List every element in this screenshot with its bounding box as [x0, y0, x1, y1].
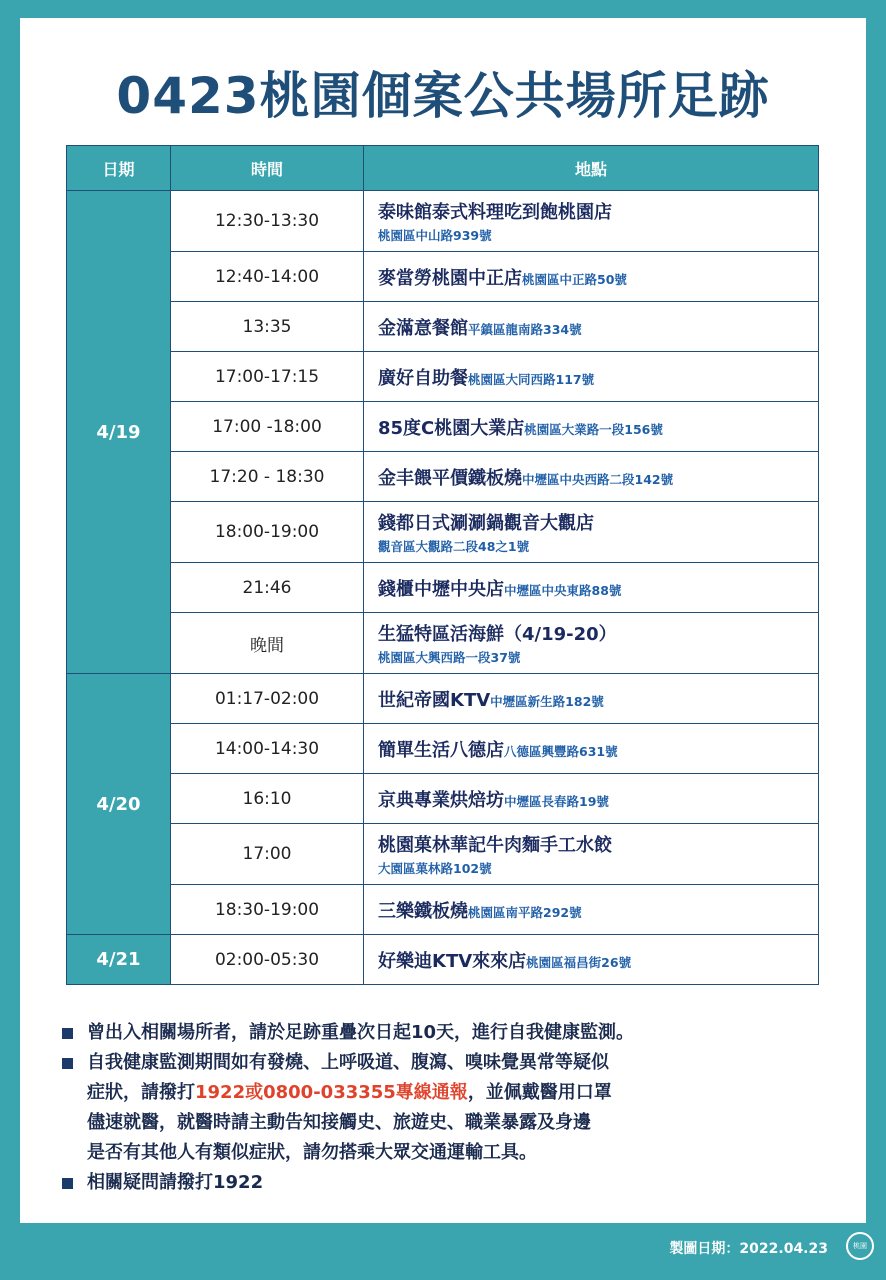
footprint-table: [66, 145, 819, 985]
place-cell: [364, 191, 819, 252]
place-cell: [364, 402, 819, 452]
table-row: [67, 563, 819, 613]
time-cell: 02:00-05:30: [171, 935, 364, 985]
place-address: 桃園區大業路一段156號: [524, 421, 663, 437]
note-line: 儘速就醫，就醫時請主動告知接觸史、旅遊史、職業暴露及身邊: [87, 1112, 591, 1133]
table-row: [67, 502, 819, 563]
table-row: [67, 824, 819, 885]
note-item: [62, 1048, 852, 1168]
time-cell: 17:00: [171, 824, 364, 885]
place-address: 桃園區福昌街26號: [526, 954, 632, 970]
place-name: 京典專業烘焙坊: [378, 789, 504, 811]
time-cell: 01:17-02:00: [171, 674, 364, 724]
time-cell: 21:46: [171, 563, 364, 613]
place-cell: [364, 674, 819, 724]
table-row: [67, 935, 819, 985]
place-name: 錢都日式涮涮鍋觀音大觀店: [378, 513, 594, 534]
place-cell: [364, 452, 819, 502]
place-address: 桃園區大興西路一段37號: [378, 650, 521, 665]
place-cell: [364, 935, 819, 985]
time-cell: 17:00-17:15: [171, 352, 364, 402]
place-address: 中壢區新生路182號: [490, 693, 604, 709]
note-line: 是否有其他人有類似症狀，請勿搭乘大眾交通運輸工具。: [87, 1142, 537, 1163]
time-cell: 13:35: [171, 302, 364, 352]
place-cell: [364, 724, 819, 774]
date-cell: 4/19: [67, 191, 171, 674]
date-cell: 4/20: [67, 674, 171, 935]
table-row: [67, 252, 819, 302]
table-row: [67, 774, 819, 824]
time-cell: 14:00-14:30: [171, 724, 364, 774]
square-bullet-icon: [62, 1028, 73, 1039]
place-name: 三樂鐵板燒: [378, 900, 468, 922]
place-cell: [364, 774, 819, 824]
place-address: 桃園區中正路50號: [522, 271, 627, 287]
page-title: 0423桃園個案公共場所足跡: [116, 67, 770, 125]
table-row: [67, 302, 819, 352]
place-cell: [364, 563, 819, 613]
date-cell: 4/21: [67, 935, 171, 985]
place-address: 大園區菓林路102號: [378, 861, 492, 876]
square-bullet-icon: [62, 1058, 73, 1069]
notes-section: [62, 1018, 852, 1198]
note-item: [62, 1168, 852, 1198]
header-time: 時間: [171, 146, 364, 191]
place-cell: [364, 352, 819, 402]
table-row: [67, 352, 819, 402]
place-name: 錢櫃中壢中央店: [378, 578, 504, 600]
note-line: [87, 1078, 612, 1108]
place-cell: [364, 613, 819, 674]
table-row: [67, 885, 819, 935]
place-address: 觀音區大觀路二段48之1號: [378, 539, 530, 554]
note-line: 自我健康監測期間如有發燒、上呼吸道、腹瀉、嗅味覺異常等疑似: [87, 1052, 609, 1073]
time-cell: 晚間: [171, 613, 364, 674]
place-address: 桃園區南平路292號: [468, 904, 582, 920]
poster-card: [20, 18, 866, 1223]
place-cell: [364, 502, 819, 563]
creation-date: 製圖日期：2022.04.23: [669, 1241, 828, 1257]
place-address: 桃園區中山路939號: [378, 228, 492, 243]
time-cell: 17:20 - 18:30: [171, 452, 364, 502]
place-address: 中壢區中央東路88號: [504, 582, 622, 598]
place-cell: [364, 252, 819, 302]
place-address: 桃園區大同西路117號: [468, 371, 595, 387]
city-seal-icon: 桃園: [846, 1232, 874, 1260]
place-name: 簡單生活八德店: [378, 739, 504, 761]
header-place: 地點: [364, 146, 819, 191]
time-cell: 12:30-13:30: [171, 191, 364, 252]
note-text: 相關疑問請撥打1922: [87, 1172, 264, 1193]
place-cell: [364, 824, 819, 885]
note-item: [62, 1018, 852, 1048]
place-cell: [364, 885, 819, 935]
note-fragment: ，並佩戴醫用口罩: [467, 1082, 612, 1103]
place-name: 麥當勞桃園中正店: [378, 267, 522, 289]
place-name: 85度C桃園大業店: [378, 417, 525, 439]
place-name: 金滿意餐館: [378, 317, 468, 339]
time-cell: 17:00 -18:00: [171, 402, 364, 452]
place-address: 中壢區中央西路二段142號: [522, 471, 674, 487]
note-fragment: 症狀，請撥打: [87, 1082, 195, 1103]
time-cell: 18:30-19:00: [171, 885, 364, 935]
table-header-row: [67, 146, 819, 191]
square-bullet-icon: [62, 1178, 73, 1189]
table-row: [67, 674, 819, 724]
note-text: [87, 1048, 612, 1168]
time-cell: 16:10: [171, 774, 364, 824]
table-row: [67, 191, 819, 252]
time-cell: 12:40-14:00: [171, 252, 364, 302]
place-address: 八德區興豐路631號: [504, 743, 618, 759]
table-row: [67, 402, 819, 452]
table-row: [67, 613, 819, 674]
place-name: 好樂迪KTV來來店: [378, 950, 527, 972]
place-name: 廣好自助餐: [378, 367, 468, 389]
place-name: 金丰餵平價鐵板燒: [378, 467, 522, 489]
hotline-highlight: 1922或0800-033355專線通報: [195, 1082, 468, 1103]
place-name: 生猛特區活海鮮（4/19-20）: [378, 624, 617, 645]
place-address: 中壢區長春路19號: [504, 793, 609, 809]
place-name: 世紀帝國KTV: [378, 689, 491, 711]
header-date: 日期: [67, 146, 171, 191]
time-cell: 18:00-19:00: [171, 502, 364, 563]
note-text: 曾出入相關場所者，請於足跡重疊次日起10天，進行自我健康監測。: [87, 1022, 635, 1043]
table-row: [67, 724, 819, 774]
place-name: 泰味館泰式料理吃到飽桃園店: [378, 202, 612, 223]
place-name: 桃園菓林華記牛肉麵手工水餃: [378, 835, 612, 856]
table-row: [67, 452, 819, 502]
place-address: 平鎮區龍南路334號: [468, 321, 582, 337]
place-cell: [364, 302, 819, 352]
